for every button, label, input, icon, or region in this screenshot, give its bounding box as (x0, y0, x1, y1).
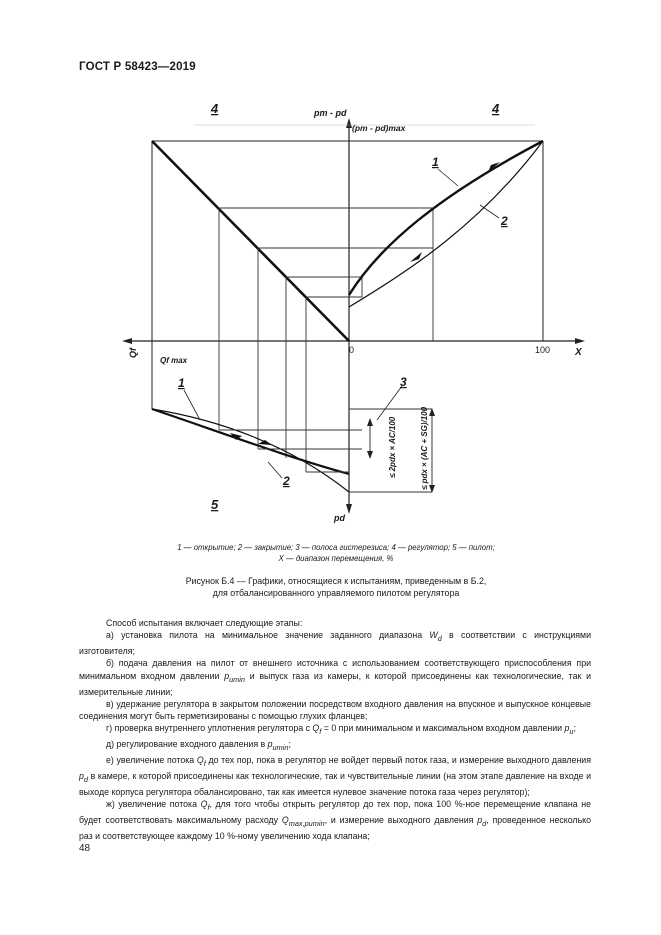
legend-line-2: X — диапазон перемещения, % (278, 554, 394, 563)
legend-line-1: 1 — открытие; 2 — закрытие; 3 — полоса гистерезиса; 4 — регулятор; 5 — пилот; (177, 543, 495, 552)
opening-curve-1 (349, 141, 543, 295)
hysteresis-dim-label: ≤ 2pdx × AC/100 (388, 416, 397, 478)
origin-label: 0 (349, 345, 355, 355)
caption-line-2: для отбалансированного управляемого пилотом регулятора (212, 588, 460, 598)
page-number: 48 (79, 843, 91, 854)
step-d: г) проверка внутреннего уплотнения регулятора с $Q_f = 0$ при минимальном и максимальном входном давлении $p_u$; (106, 723, 576, 736)
caption-line-1: Рисунок Б.4 — Графики, относящиеся к испытаниям, приведенным в Б.2, (185, 576, 487, 586)
procedure-intro: Способ испытания включает следующие этапы: (106, 618, 303, 628)
test-procedure-text (79, 617, 591, 842)
curve-label-2-top: 2 (501, 214, 508, 228)
qmax-label: Qf max (160, 356, 188, 365)
pilot-horizontal-lines (219, 409, 432, 492)
pilot-closing-curve-2 (152, 409, 349, 492)
step-a: а) установка пилота на минимальное значение заданного диапазона $W_d$ в соответствии с инструкциями изготовителя; (79, 630, 591, 657)
pd-axis-arrow (346, 504, 352, 514)
curve-label-2-bottom: 2 (283, 474, 290, 488)
document-header: ГОСТ Р 58423—2019 (79, 61, 196, 73)
step-e: д) регулирование входного давления в $p_{umin}$; (106, 739, 291, 752)
zone-label-bottom: 5 (211, 497, 219, 512)
closing-curve-2 (349, 141, 543, 307)
figure-legend (80, 542, 592, 564)
step-g: ж) увеличение потока $Q_f$, для того чтобы открыть регулятор до тех пор, пока 100 %-ное перемещение клапана не будет соответствовать максимальному расходу $Q_{max,pumin}$, и измерение выходного давления $p_d$, проведенное несколько раз и соответствующее каждому 10 %-ному увеличению хода клапана; (79, 799, 591, 842)
x-axis-label: X (575, 347, 582, 358)
y-axis-max-label: (pm - pd)max (352, 123, 406, 133)
zone-label-top-right: 4 (492, 101, 500, 116)
curve-label-1-top: 1 (432, 155, 439, 169)
y-axis-label: pm - pd (314, 108, 347, 118)
accuracy-dim-label: ≤ pdx × (AC + SG)/100 (420, 406, 429, 490)
step-c: в) удержание регулятора в закрытом положении посредством входного давления на впускное и выпускное концевые соединения могут быть герметизированы с помощью глухих фланцев; (79, 698, 591, 721)
x-axis-arrow (575, 338, 585, 344)
curve-label-1-bottom: 1 (178, 376, 185, 390)
zone-label-top-left: 4 (211, 101, 219, 116)
regulator-characteristic (152, 141, 349, 341)
projection-lines (219, 208, 433, 472)
pilot-arrow-2 (258, 440, 272, 445)
pilot-opening-curve-1 (152, 409, 349, 474)
pd-axis-label: pd (334, 513, 345, 523)
step-b: б) подача давления на пилот от внешнего источника с использованием соответствующего приспособления при минимальном входном давлении $p_{umin}$ и выпуск газа из камеры, к которой присоединены как технологические, так и измерительные линии; (79, 658, 591, 697)
q-axis-label: Qf (128, 348, 138, 358)
hundred-label: 100 (535, 345, 551, 355)
step-f: е) увеличение потока $Q_f$ до тех пор, пока в регулятор не войдет первый поток газа, и измерение выходного давления $p_d$ в камере, к которой присоединены как технологические, так и чувствительные линии (на этом этапе давление на входе и выходе корпуса регулятора обалансировано, так как имеется нулевое значение потока газа через регулятор); (79, 755, 591, 797)
figure-caption (80, 575, 592, 599)
band-label-3: 3 (400, 375, 407, 389)
q-axis-arrow (122, 338, 132, 344)
